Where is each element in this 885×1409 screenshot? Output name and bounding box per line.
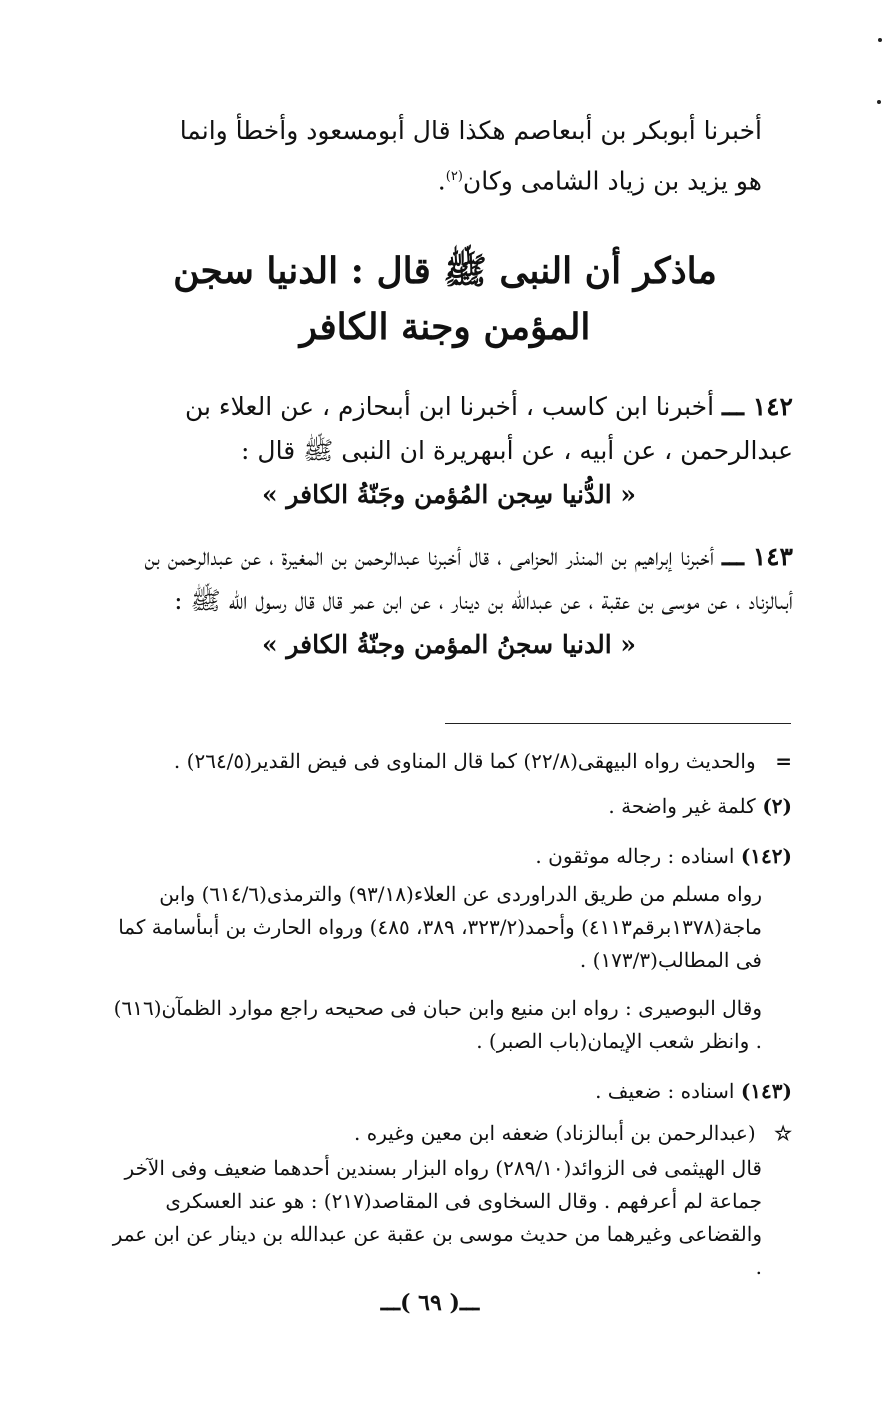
footnote-body: وقال البوصيرى : رواه ابن منيع وابن حبان فى صحيحه راجع موارد الظمآن(٦١٦) . وانظر شعب الإيمان(باب الصبر) .: [113, 996, 762, 1053]
footnote-text: اسناده : ضعيف .: [595, 1079, 735, 1103]
footnote-142: [102, 840, 792, 873]
footnote-ref: (٢): [445, 169, 463, 184]
footnote-142-busiri: [102, 992, 792, 1058]
heading-line-2: المؤمن وجنة الكافر: [299, 306, 591, 348]
intro-line-2: هو يزيد بن زياد الشامى وكان: [462, 166, 762, 196]
footnote-continued: [102, 745, 792, 778]
footnote-body: قال الهيثمى فى الزوائد(٢٨٩/١٠) رواه البزار بسندين أحدهما ضعيف وفى الآخر جماعة لم أعرفهم . وقال السخاوى فى المقاصد(٢١٧) : هو عند العسكرى والقضاعى وغيرهما من حديث موسى بن عقبة عن عبدالله بن دينار عن ابن عمر .: [112, 1156, 762, 1279]
footnote-marker: (٢): [762, 794, 792, 818]
star-icon: ☆: [774, 1121, 792, 1145]
footnote-marker: (١٤٢): [740, 844, 792, 868]
footnote-2: [102, 790, 792, 823]
footnote-text: كلمة غير واضحة .: [608, 794, 756, 818]
footnote-body: رواه مسلم من طريق الدراوردى عن العلاء(٩٣/١٨) والترمذى(٦١٤/٦) وابن ماجة(١٣٧٨برقم٤١١٣) وأحمد(٣٢٣/٢، ٣٨٩، ٤٨٥) ورواه الحارث بن أبىأسامة كما فى المطالب(١٧٣/٣) .: [118, 882, 762, 972]
hadith-text: أخبرنا إبراهيم بن المنذر الحزامى ، قال أخبرنا عبدالرحمن بن المغيرة ، عن عبدالرحمن بن أبىالزناد ، عن موسى بن عقبة ، عن عبدالله بن دينار ، عن ابن عمر قال قال رسول الله ﷺ :: [144, 542, 793, 615]
hadith-143: [105, 535, 793, 667]
footnote-text: (عبدالرحمن بن أبىالزناد) ضعفه ابن معين وغيره .: [354, 1121, 756, 1145]
scan-speck: [877, 100, 881, 104]
footnote-divider: [445, 723, 791, 724]
footnote-142-body: [102, 878, 792, 977]
hadith-number: ١٤٣ ـــ: [722, 542, 793, 571]
intro-line-1: أخبرنا أبوبكر بن أبىعاصم هكذا قال أبومسعود وأخطأ وانما: [179, 116, 762, 145]
footnote-143: [102, 1075, 792, 1108]
hadith-quote: « الدنيا سجنُ المؤمن وجنّةُ الكافر »: [262, 630, 636, 659]
footnote-143-star: [102, 1117, 792, 1150]
footnote-text: اسناده : رجاله موثقون .: [535, 844, 735, 868]
page-number: ـــ( ٦٩ )ـــ: [380, 1290, 480, 1316]
intro-paragraph: أخبرنا أبوبكر بن أبىعاصم هكذا قال أبومسعود وأخطأ وانما هو يزيد بن زياد الشامى وكان$^{(٢)}$.: [179, 116, 762, 196]
footnote-143-body: [102, 1152, 792, 1284]
footnote-marker: =: [775, 749, 792, 773]
hadith-quote: « الدُّنيا سِجن المُؤمن وجَنّةُ الكافر »: [262, 480, 636, 509]
footnote-marker: (١٤٣): [740, 1079, 792, 1103]
heading-line-1: ماذكر أن النبى ﷺ قال : الدنيا سجن: [173, 250, 717, 292]
footnote-text: والحديث رواه البيهقى(٢٢/٨) كما قال المناوى فى فيض القدير(٢٦٤/٥) .: [173, 749, 756, 773]
hadith-text: أخبرنا ابن كاسب ، أخبرنا ابن أبىحازم ، عن العلاء بن عبدالرحمن ، عن أبيه ، عن أبىهريرة ان النبى ﷺ قال :: [184, 392, 793, 465]
chapter-heading: [150, 243, 740, 355]
hadith-number: ١٤٢ ـــ: [722, 392, 793, 421]
scan-speck: [878, 38, 882, 42]
hadith-142: [105, 385, 793, 517]
